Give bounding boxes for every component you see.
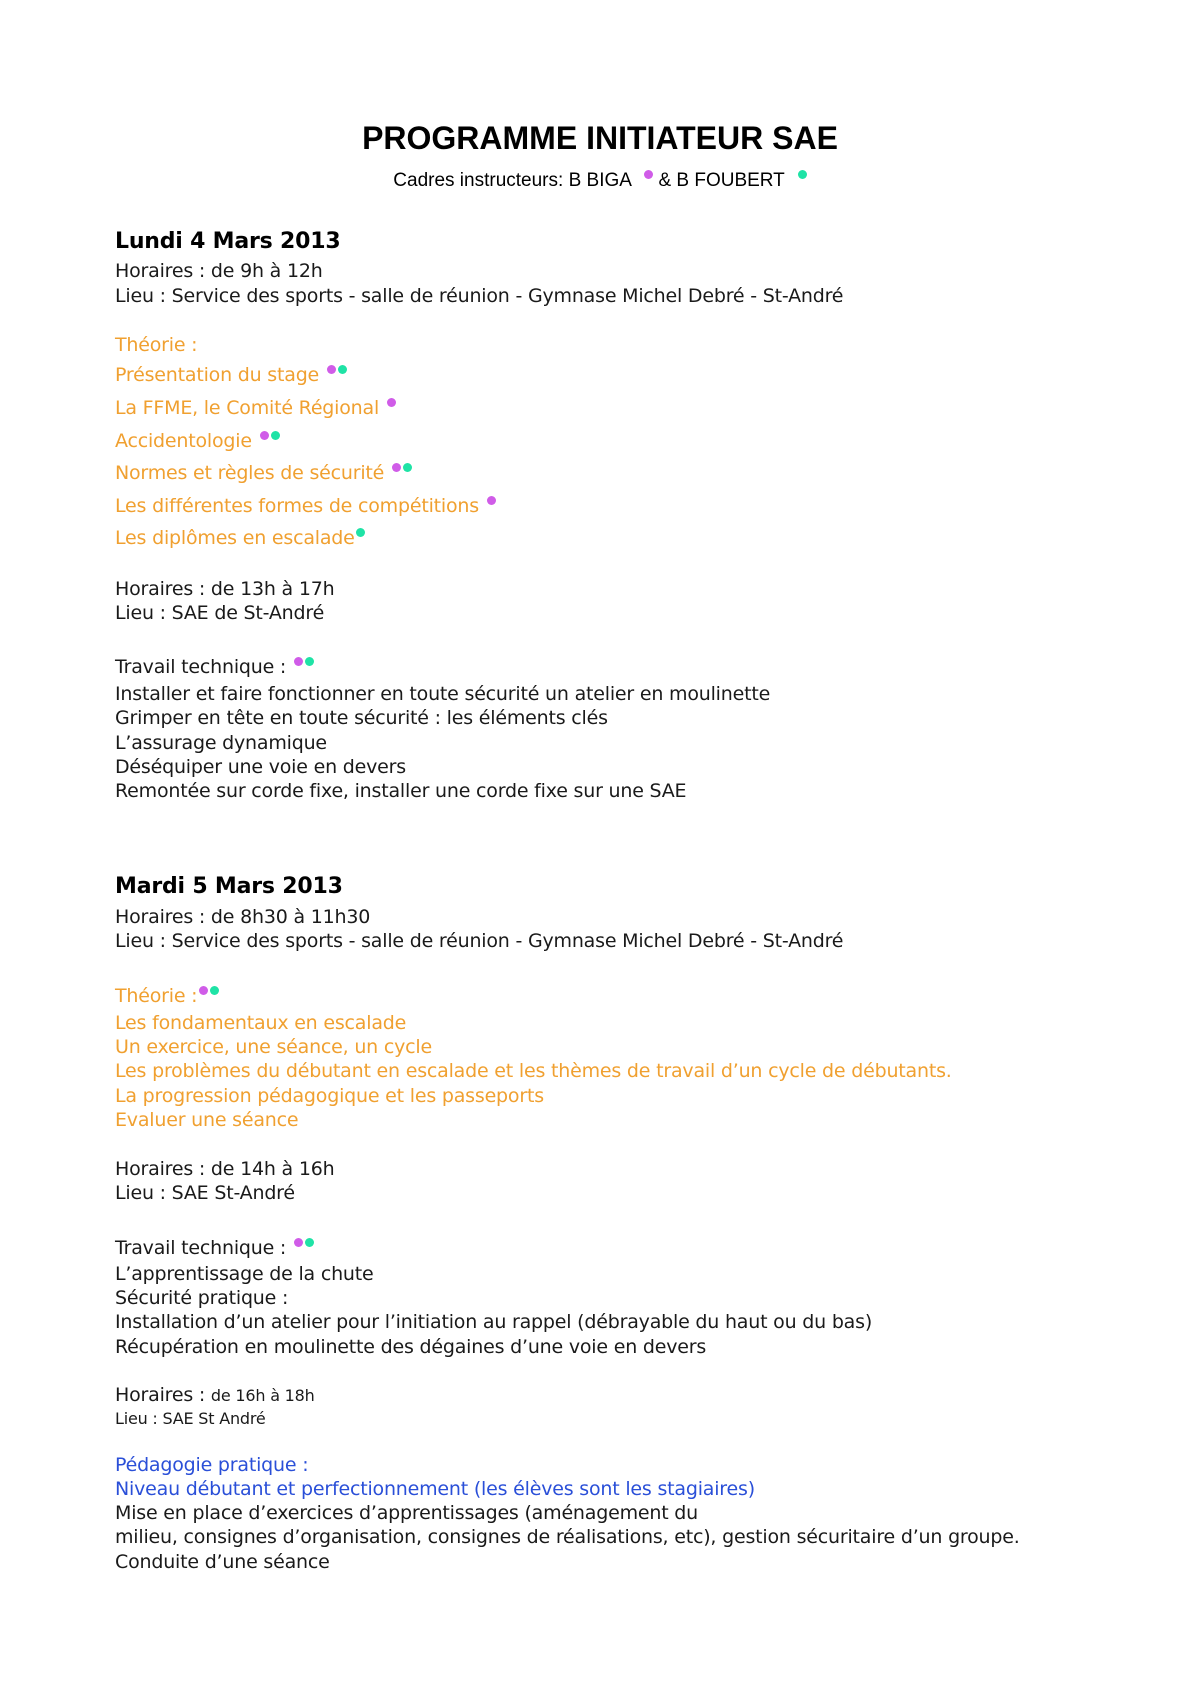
monday-theory-item: Présentation du stage [115, 363, 347, 387]
monday-theory-item: Accidentologie [115, 429, 280, 453]
tuesday-pedagogy-item: milieu, consignes d’organisation, consignes de réalisations, etc), gestion sécuritaire d’un groupe. [115, 1526, 1020, 1548]
biga-dot-icon [294, 657, 303, 666]
biga-dot-icon [392, 463, 401, 472]
monday-theory-item: Les diplômes en escalade [115, 526, 365, 550]
tuesday-pedagogy-item: Mise en place d’exercices d’apprentissages (aménagement du [115, 1502, 698, 1524]
tuesday-afternoon-place: Lieu : SAE St-André [115, 1182, 295, 1204]
tuesday-theory-item: La progression pédagogique et les passeports [115, 1085, 544, 1107]
biga-dot-icon [327, 365, 336, 374]
biga-dot-icon [644, 170, 653, 179]
biga-dot-icon [487, 496, 496, 505]
monday-theory-item: Normes et règles de sécurité [115, 461, 412, 485]
foubert-dot-icon [271, 431, 280, 440]
tuesday-technique-item: L’apprentissage de la chute [115, 1263, 374, 1285]
tuesday-technique-item: Sécurité pratique : [115, 1287, 289, 1309]
tuesday-technique-item: Installation d’un atelier pour l’initiation au rappel (débrayable du haut ou du bas) [115, 1311, 873, 1333]
monday-technique-item: Remontée sur corde fixe, installer une corde fixe sur une SAE [115, 780, 687, 802]
tuesday-morning-place: Lieu : Service des sports - salle de réunion - Gymnase Michel Debré - St-André [115, 930, 844, 952]
tuesday-theory-item: Evaluer une séance [115, 1109, 299, 1131]
monday-theory-item: La FFME, le Comité Régional [115, 396, 396, 420]
foubert-dot-icon [305, 1238, 314, 1247]
monday-theory-label: Théorie : [115, 334, 198, 356]
monday-heading: Lundi 4 Mars 2013 [115, 229, 341, 254]
monday-theory-item: Les différentes formes de compétitions [115, 494, 496, 518]
tuesday-afternoon-hours: Horaires : de 14h à 16h [115, 1158, 335, 1180]
instructors-line [0, 169, 1200, 193]
monday-technique-item: Installer et faire fonctionner en toute sécurité un atelier en moulinette [115, 683, 771, 705]
foubert-dot-icon [338, 365, 347, 374]
foubert-dot-icon [356, 528, 365, 537]
tuesday-pedagogy-label: Pédagogie pratique : [115, 1454, 309, 1476]
monday-technique-item: L’assurage dynamique [115, 732, 327, 754]
biga-dot-icon [260, 431, 269, 440]
biga-dot-icon [387, 398, 396, 407]
tuesday-late-place: Lieu : SAE St André [115, 1409, 266, 1428]
foubert-dot-icon [403, 463, 412, 472]
tuesday-heading: Mardi 5 Mars 2013 [115, 874, 343, 899]
foubert-dot-icon [210, 986, 219, 995]
tuesday-technique-item: Récupération en moulinette des dégaines d’une voie en devers [115, 1336, 707, 1358]
foubert-dot-icon [798, 170, 807, 179]
tuesday-theory-item: Un exercice, une séance, un cycle [115, 1036, 432, 1058]
tuesday-theory-item: Les problèmes du débutant en escalade et les thèmes de travail d’un cycle de débutants. [115, 1060, 952, 1082]
biga-dot-icon [294, 1238, 303, 1247]
tuesday-morning-hours: Horaires : de 8h30 à 11h30 [115, 906, 371, 928]
tuesday-theory-label: Théorie : [115, 984, 219, 1008]
monday-afternoon-hours: Horaires : de 13h à 17h [115, 578, 335, 600]
instructors-mid: & B FOUBERT [658, 170, 785, 191]
instructors-prefix: Cadres instructeurs: B BIGA [393, 170, 631, 191]
foubert-dot-icon [305, 657, 314, 666]
monday-morning-hours: Horaires : de 9h à 12h [115, 260, 323, 282]
monday-morning-place: Lieu : Service des sports - salle de réunion - Gymnase Michel Debré - St-André [115, 285, 844, 307]
tuesday-theory-item: Les fondamentaux en escalade [115, 1012, 407, 1034]
page-title: PROGRAMME INITIATEUR SAE [362, 120, 838, 156]
monday-technique-item: Grimper en tête en toute sécurité : les éléments clés [115, 707, 608, 729]
monday-afternoon-place: Lieu : SAE de St-André [115, 602, 325, 624]
biga-dot-icon [199, 986, 208, 995]
tuesday-technique-label: Travail technique : [115, 1236, 314, 1260]
tuesday-late-hours: Horaires : de 16h à 18h [115, 1384, 315, 1406]
tuesday-pedagogy-level: Niveau débutant et perfectionnement (les élèves sont les stagiaires) [115, 1478, 755, 1500]
monday-technique-item: Déséquiper une voie en devers [115, 756, 406, 778]
monday-technique-label: Travail technique : [115, 655, 314, 679]
tuesday-pedagogy-item: Conduite d’une séance [115, 1551, 330, 1573]
